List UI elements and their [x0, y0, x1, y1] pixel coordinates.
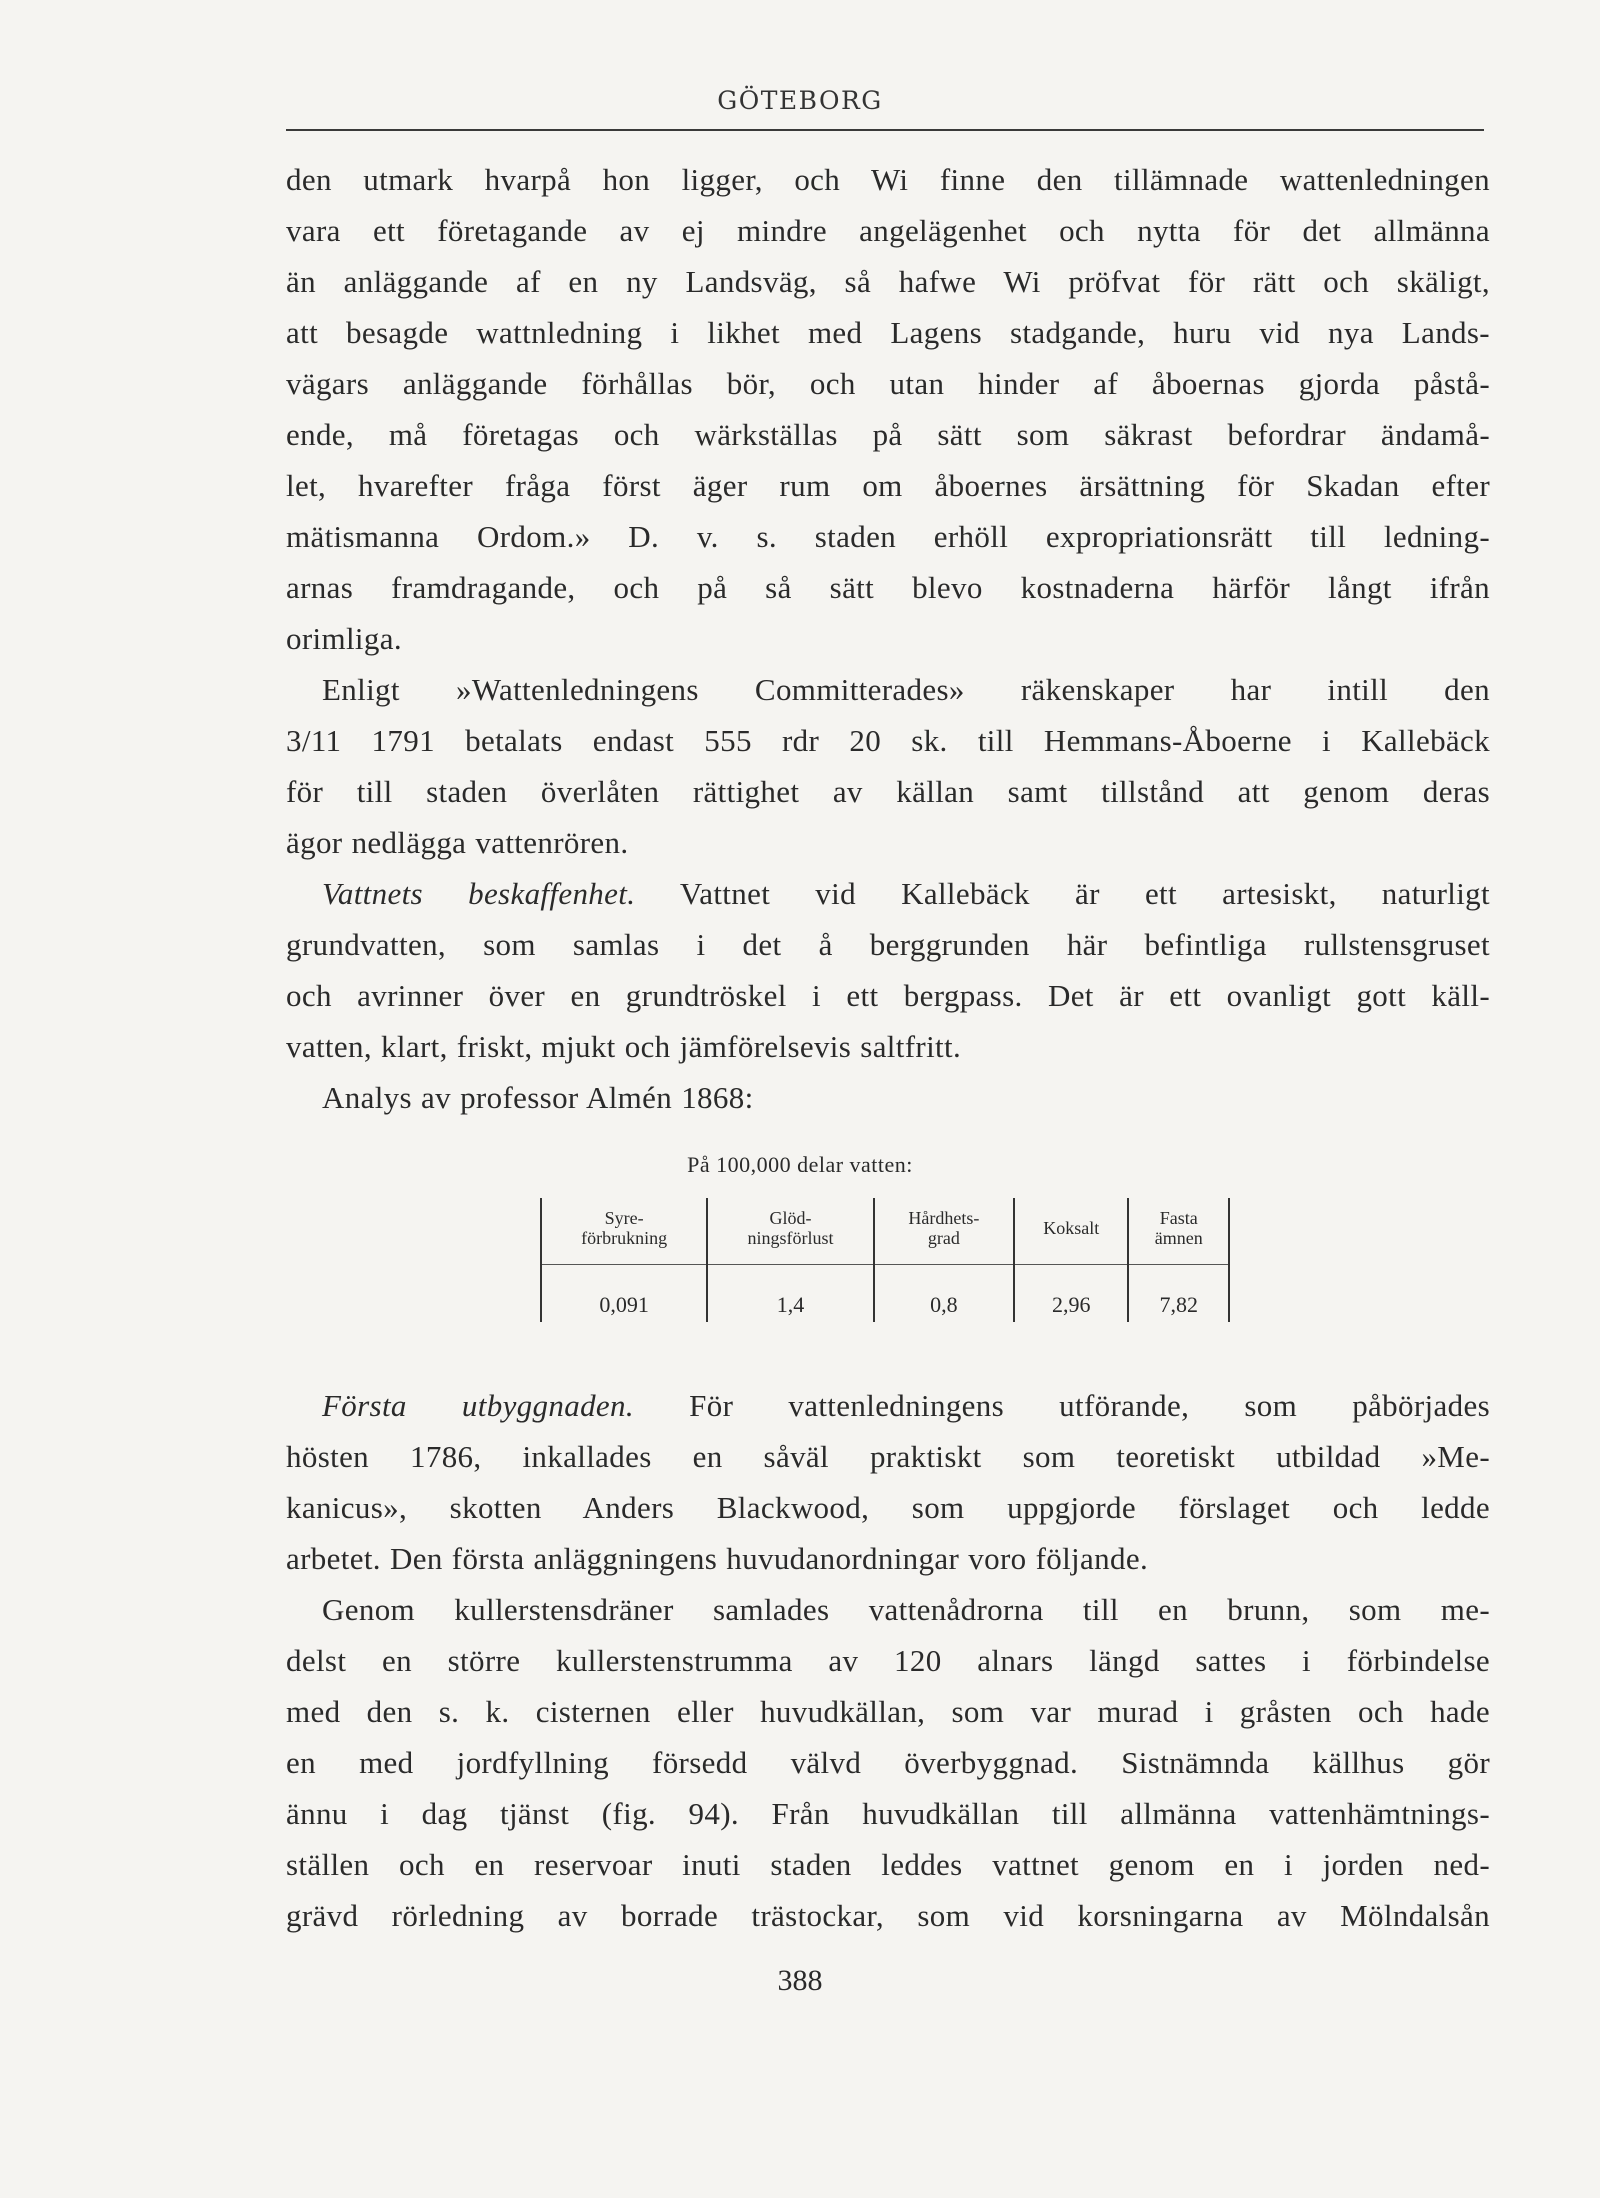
analysis-table — [540, 1198, 1230, 1322]
table-caption: På 100,000 delar vatten: — [687, 1152, 913, 1177]
text-line: vara ett företagande av ej mindre angelägenhet och nytta för det allmänna — [286, 213, 1490, 248]
section-heading: Första utbyggnaden. — [322, 1388, 634, 1423]
table-cell: 0,091 — [541, 1265, 707, 1323]
text-line: vatten, klart, friskt, mjukt och jämförelsevis saltfritt. — [286, 1029, 962, 1064]
text-line: grundvatten, som samlas i det å berggrunden här befintliga rullstensgruset — [286, 927, 1490, 962]
text-line: än anläggande af en ny Landsväg, så hafwe Wi pröfvat för rätt och skäligt, — [286, 264, 1490, 299]
text-line: orimliga. — [286, 621, 402, 656]
column-header: Koksalt — [1014, 1198, 1128, 1265]
running-title: GÖTEBORG — [717, 86, 883, 115]
text-line: ställen och en reservoar inuti staden leddes vattnet genom en i jorden ned- — [286, 1847, 1490, 1882]
text-line: med den s. k. cisternen eller huvudkällan, som var murad i gråsten och hade — [286, 1694, 1490, 1729]
text-line: mätismanna Ordom.» D. v. s. staden erhöll expropriationsrätt till ledning- — [286, 519, 1490, 554]
text-line: att besagde wattnledning i likhet med Lagens stadgande, huru vid nya Lands- — [286, 315, 1490, 350]
text-line — [286, 874, 1490, 914]
text-line — [286, 1386, 1490, 1426]
table-row — [541, 1265, 1229, 1323]
text-line: ende, må företagas och wärkställas på sätt som säkrast befordrar ändamå- — [286, 417, 1490, 452]
text-run: För vattenledningens utförande, som påbörjades — [634, 1388, 1490, 1423]
page-number: 388 — [777, 1964, 823, 1997]
text-line: för till staden överlåten rättighet av källan samt tillstånd att genom deras — [286, 774, 1490, 809]
text-line: och avrinner över en grundtröskel i ett bergpass. Det är ett ovanligt gott käll- — [286, 978, 1490, 1013]
table-header-row — [541, 1198, 1229, 1265]
text-line: den utmark hvarpå hon ligger, och Wi finne den tillämnade wattenledningen — [286, 162, 1490, 197]
text-line: kanicus», skotten Anders Blackwood, som uppgjorde förslaget och ledde — [286, 1490, 1490, 1525]
column-header: Hårdhets- grad — [874, 1198, 1014, 1265]
text-line: Genom kullerstensdräner samlades vattenådrorna till en brunn, som me- — [322, 1592, 1490, 1627]
table-cell: 0,8 — [874, 1265, 1014, 1323]
text-line: vägars anläggande förhållas bör, och utan hinder af åboernas gjorda påstå- — [286, 366, 1490, 401]
section-heading: Vattnets beskaffenhet. — [322, 876, 636, 911]
text-line: grävd rörledning av borrade trästockar, som vid korsningarna av Mölndalsån — [286, 1898, 1490, 1933]
text-line: arbetet. Den första anläggningens huvudanordningar voro följande. — [286, 1541, 1149, 1576]
column-header: Syre- förbrukning — [541, 1198, 707, 1265]
text-line: ägor nedlägga vattenrören. — [286, 825, 629, 860]
table-cell: 7,82 — [1128, 1265, 1229, 1323]
text-line: ännu i dag tjänst (fig. 94). Från huvudkällan till allmänna vattenhämtnings- — [286, 1796, 1490, 1831]
text-line: en med jordfyllning försedd välvd överbyggnad. Sistnämnda källhus gör — [286, 1745, 1490, 1780]
header-rule — [286, 129, 1484, 131]
text-line: hösten 1786, inkallades en såväl praktiskt som teoretiskt utbildad »Me- — [286, 1439, 1490, 1474]
column-header: Fasta ämnen — [1128, 1198, 1229, 1265]
text-line: let, hvarefter fråga först äger rum om åboernes ärsättning för Skadan efter — [286, 468, 1490, 503]
text-line: arnas framdragande, och på så sätt blevo kostnaderna härför långt ifrån — [286, 570, 1490, 605]
text-line: Analys av professor Almén 1868: — [322, 1080, 754, 1115]
text-line: 3/11 1791 betalats endast 555 rdr 20 sk. till Hemmans-Åboerne i Kallebäck — [286, 723, 1490, 758]
text-line: Enligt »Wattenledningens Committerades» räkenskaper har intill den — [322, 672, 1490, 707]
text-line: delst en större kullerstenstrumma av 120 alnars längd sattes i förbindelse — [286, 1643, 1490, 1678]
table-cell: 2,96 — [1014, 1265, 1128, 1323]
text-run: Vattnet vid Kallebäck är ett artesiskt, naturligt — [635, 876, 1490, 911]
column-header: Glöd- ningsförlust — [707, 1198, 873, 1265]
table-cell: 1,4 — [707, 1265, 873, 1323]
